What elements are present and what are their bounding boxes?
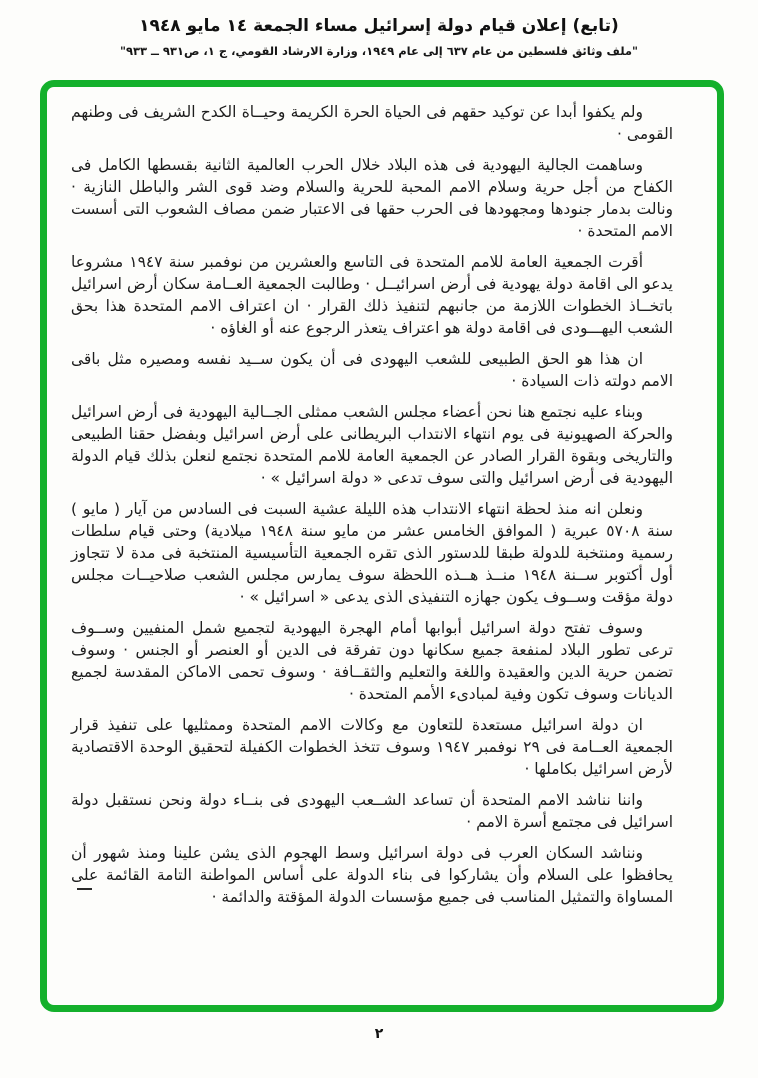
body-paragraph: ونعلن انه منذ لحظة انتهاء الانتداب هذه الليلة عشية السبت فى السادس من آيار ( مايو ) سنة ٥٧٠٨ عبرية ( الموافق الخامس عشر من مايو سنة ١٩٤٨ ميلادية) وحتى قيام سلطات رسمية ومنتخبة للدولة طبقا للدستور الذى تقره الجمعية التأسيسية المنتخبة فى مدة لا تتجاوز أول أكتوبر ســنة ١٩٤٨ منــذ هــذه اللحظة سوف يمارس مجلس الشعب صلاحيــات مجلس دولة مؤقت وســوف يكون جهازه التنفيذى الذى يدعى « اسرائيل » · bbox=[71, 500, 673, 606]
body-paragraph: واننا نناشد الامم المتحدة أن تساعد الشــعب اليهودى فى بنــاء دولة ونحن نستقبل دولة اسرائيل فى مجتمع أسرة الامم · bbox=[71, 791, 673, 831]
body-paragraph: وبناء عليه نجتمع هنا نحن أعضاء مجلس الشعب ممثلى الجــالية اليهودية فى أرض اسرائيل والحركة الصهيونية فى يوم انتهاء الانتداب البريطانى على أرض اسرائيل وبفضل حقنا الطبيعى والتاريخى وبقوة القرار الصادر عن الجمعية العامة للامم المتحدة نجتمع لنعلن بذلك قيام الدولة اليهودية فى أرض اسرائيل والتى سوف تدعى « دولة اسرائيل » · bbox=[71, 403, 673, 487]
document-title: (تابع) إعلان قيام دولة إسرائيل مساء الجمعة ١٤ مايو ١٩٤٨ bbox=[139, 16, 619, 36]
body-paragraph: أقرت الجمعية العامة للامم المتحدة فى التاسع والعشرين من نوفمبر سنة ١٩٤٧ مشروعا يدعو الى اقامة دولة يهودية فى أرض اسرائيــل · وطالبت الجمعية العــامة سكان أرض اسرائيل باتخــاذ الخطوات اللازمة من جانبهم لتنفيذ ذلك القرار · ان اعتراف الامم المتحدة هذا بحق الشعب اليهـــودى فى اقامة دولة هو اعتراف يتعذر الرجوع عنه أو الغاؤه · bbox=[71, 253, 673, 337]
page-number: ٢ bbox=[374, 1026, 384, 1042]
margin-stray-mark bbox=[77, 888, 92, 890]
highlight-border-box bbox=[40, 80, 724, 1012]
body-paragraph: ان دولة اسرائيل مستعدة للتعاون مع وكالات الامم المتحدة وممثليها على تنفيذ قرار الجمعية العــامة فى ٢٩ نوفمبر ١٩٤٧ وسوف تتخذ الخطوات الكفيلة لتحقيق الوحدة الاقتصادية لأرض اسرائيل بكاملها · bbox=[71, 716, 673, 778]
body-paragraph: ان هذا هو الحق الطبيعى للشعب اليهودى فى أن يكون ســيد نفسه ومصيره مثل باقى الامم دولته ذات السيادة · bbox=[71, 350, 673, 390]
document-header bbox=[0, 16, 758, 58]
declaration-text bbox=[71, 101, 673, 908]
body-paragraph: وساهمت الجالية اليهودية فى هذه البلاد خلال الحرب العالمية الثانية بقسطها الكامل فى الكفاح من أجل حرية وسلام الامم المحبة للحرية والسلام وضد قوى الشر والباطل النازية · ونالت بدمار جنودها ومجهودها فى الحرب حقها فى الاعتبار ضمن مصاف الشعوب التى أسست الامم المتحدة · bbox=[71, 156, 673, 240]
body-paragraph: ونناشد السكان العرب فى دولة اسرائيل وسط الهجوم الذى يشن علينا ومنذ شهور أن يحافظوا على السلام وأن يشاركوا فى بناء الدولة على أساس المواطنة التامة القائمة على المساواة والتمثيل المناسب فى جميع مؤسسات الدولة المؤقتة والدائمة · bbox=[71, 844, 673, 906]
body-paragraph: ولم يكفوا أبدا عن توكيد حقهم فى الحياة الحرة الكريمة وحيــاة الكدح الشريف فى وطنهم القومى · bbox=[71, 103, 673, 143]
body-paragraph: وسوف تفتح دولة اسرائيل أبوابها أمام الهجرة اليهودية لتجميع شمل المنفيين وســوف ترعى تطور البلاد لمنفعة جميع سكانها دون تفرقة فى الدين أو العنصر أو الجنس · وسوف تضمن حرية الدين والعقيدة واللغة والتعليم والثقــافة · وسوف تحمى الاماكن المقدسة لجميع الديانات وسوف تكون وفية لمبادىء الأمم المتحدة · bbox=[71, 619, 673, 703]
source-citation: "ملف وثائق فلسطين من عام ٦٣٧ إلى عام ١٩٤٩، وزارة الارشاد القومي، ج ١، ص٩٣١ ــ ٩٣٣" bbox=[119, 44, 639, 58]
